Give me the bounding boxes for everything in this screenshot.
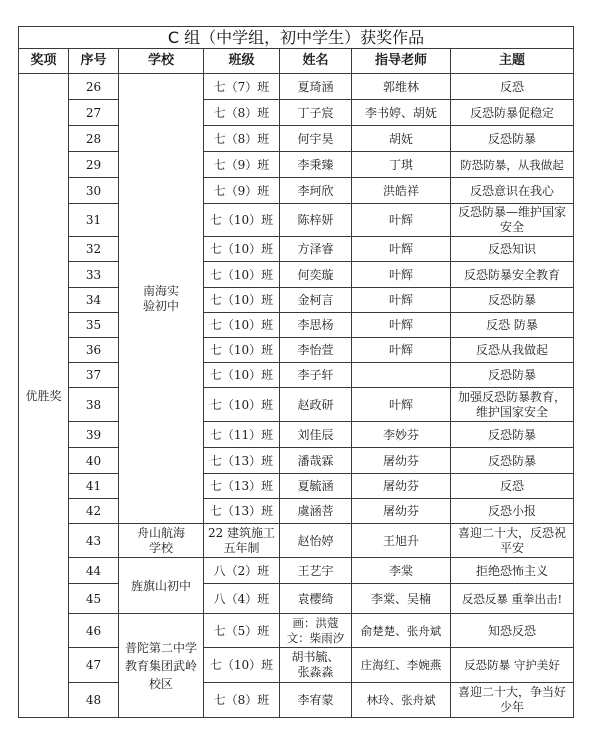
table-row: [19, 558, 574, 584]
class-cell: 七（10）班: [204, 204, 280, 237]
student-name: 陈梓妍: [280, 204, 352, 237]
theme-cell: 喜迎二十大，反恐祝平安: [451, 524, 574, 558]
teacher-cell: 胡妩: [352, 126, 451, 152]
teacher-cell: 屠幼芬: [352, 474, 451, 499]
table-row: [19, 614, 574, 648]
table-row: [19, 648, 574, 683]
theme-cell: 反恐防暴: [451, 126, 574, 152]
theme-cell: 反恐防暴: [451, 448, 574, 474]
row-number: 28: [69, 126, 119, 152]
teacher-cell: 李棠: [352, 558, 451, 584]
class-cell: 七（9）班: [204, 152, 280, 178]
student-name: 虞涵菩: [280, 499, 352, 524]
teacher-cell: [352, 363, 451, 388]
school-name: 舟山航海学校: [136, 525, 185, 555]
table-row: [19, 448, 574, 474]
theme-cell: 反恐防暴: [451, 363, 574, 388]
student-name: 方泽睿: [280, 237, 352, 262]
row-number: 36: [69, 338, 119, 363]
teacher-cell: 李妙芬: [352, 422, 451, 448]
table-row: [19, 262, 574, 288]
teacher-cell: 庄海红、李婉燕: [352, 648, 451, 683]
table-row: [19, 152, 574, 178]
row-number: 47: [69, 648, 119, 683]
student-name: 何奕璇: [280, 262, 352, 288]
student-name: [280, 614, 352, 648]
teacher-cell: 李棠、吴楠: [352, 584, 451, 614]
table-row: [19, 499, 574, 524]
student-name: 金柯言: [280, 288, 352, 313]
row-number: 33: [69, 262, 119, 288]
student-name: 袁樱绮: [280, 584, 352, 614]
table-row: [19, 313, 574, 338]
student-name: 夏琦涵: [280, 74, 352, 100]
table-row: [19, 74, 574, 100]
school-cell: [119, 614, 204, 718]
class-cell: 七（10）班: [204, 388, 280, 422]
teacher-cell: 洪皓祥: [352, 178, 451, 204]
row-number: 26: [69, 74, 119, 100]
header-row: [19, 49, 574, 74]
theme-cell: 反恐防暴: [451, 288, 574, 313]
row-number: 31: [69, 204, 119, 237]
teacher-cell: 郭维林: [352, 74, 451, 100]
theme-cell: 反恐: [451, 474, 574, 499]
theme-cell: 防恐防暴，从我做起: [451, 152, 574, 178]
theme-cell: 反恐 防暴: [451, 313, 574, 338]
row-number: 29: [69, 152, 119, 178]
school-cell: [119, 524, 204, 558]
class-cell: 七（10）班: [204, 313, 280, 338]
teacher-cell: 叶辉: [352, 388, 451, 422]
class-cell: 七（13）班: [204, 499, 280, 524]
theme-cell: 反恐意识在我心: [451, 178, 574, 204]
class-cell: 七（10）班: [204, 648, 280, 683]
class-cell: 22 建筑施工五年制: [204, 524, 280, 558]
student-name: 李子轩: [280, 363, 352, 388]
header-number: 序号: [69, 49, 119, 74]
teacher-cell: 叶辉: [352, 313, 451, 338]
student-name: 王艺宇: [280, 558, 352, 584]
class-cell: 八（4）班: [204, 584, 280, 614]
theme-cell: 拒绝恐怖主义: [451, 558, 574, 584]
table-row: [19, 204, 574, 237]
theme-cell: 反恐防暴 守护美好: [451, 648, 574, 683]
header-theme: 主题: [451, 49, 574, 74]
student-name: 何宇昊: [280, 126, 352, 152]
teacher-cell: 俞楚楚、张舟斌: [352, 614, 451, 648]
student-name-text: 胡书毓、张淼淼: [291, 650, 340, 679]
table-title: C 组（中学组，初中学生）获奖作品: [19, 27, 574, 49]
table-row: [19, 388, 574, 422]
student-name: 李珂欣: [280, 178, 352, 204]
teacher-cell: 叶辉: [352, 288, 451, 313]
title-row: [19, 27, 574, 49]
theme-cell: 反恐反暴 重拳出击!: [451, 584, 574, 614]
school-cell: 旌旗山初中: [119, 558, 204, 614]
row-number: 39: [69, 422, 119, 448]
table-row: [19, 237, 574, 262]
table-row: [19, 100, 574, 126]
award-level: 优胜奖: [19, 74, 69, 718]
row-number: 46: [69, 614, 119, 648]
student-name: 赵政研: [280, 388, 352, 422]
theme-cell: 反恐小报: [451, 499, 574, 524]
student-name: 赵怡婷: [280, 524, 352, 558]
table-row: [19, 683, 574, 718]
school-cell: [119, 74, 204, 524]
header-name: 姓名: [280, 49, 352, 74]
class-cell: 七（13）班: [204, 448, 280, 474]
theme-cell: 反恐从我做起: [451, 338, 574, 363]
school-name: 普陀第二中学教育集团武岭校区: [124, 640, 197, 691]
theme-cell: 反恐知识: [451, 237, 574, 262]
student-name-text: 画：洪蔻 文：柴雨汐: [286, 615, 345, 645]
teacher-cell: 林玲、张舟斌: [352, 683, 451, 718]
teacher-cell: 叶辉: [352, 237, 451, 262]
theme-cell: 知恐反恐: [451, 614, 574, 648]
table-row: [19, 584, 574, 614]
student-name: 李秉臻: [280, 152, 352, 178]
class-cell: 七（9）班: [204, 178, 280, 204]
row-number: 35: [69, 313, 119, 338]
student-name: 李思杨: [280, 313, 352, 338]
theme-cell: 反恐: [451, 74, 574, 100]
class-cell: 八（2）班: [204, 558, 280, 584]
student-name: 刘佳辰: [280, 422, 352, 448]
class-cell: 七（10）班: [204, 237, 280, 262]
school-name: 南海实验初中: [142, 283, 179, 313]
class-cell: 七（10）班: [204, 262, 280, 288]
row-number: 42: [69, 499, 119, 524]
student-name: [280, 648, 352, 683]
award-table: [18, 26, 574, 718]
table-row: [19, 338, 574, 363]
class-cell: 七（11）班: [204, 422, 280, 448]
teacher-cell: 叶辉: [352, 338, 451, 363]
teacher-cell: 丁琪: [352, 152, 451, 178]
table-row: [19, 363, 574, 388]
row-number: 45: [69, 584, 119, 614]
row-number: 30: [69, 178, 119, 204]
row-number: 48: [69, 683, 119, 718]
table-row: [19, 126, 574, 152]
row-number: 38: [69, 388, 119, 422]
header-school: 学校: [119, 49, 204, 74]
class-cell: 七（13）班: [204, 474, 280, 499]
award-list-sheet: [18, 26, 574, 718]
class-cell: 七（10）班: [204, 288, 280, 313]
teacher-cell: 叶辉: [352, 262, 451, 288]
student-name: 夏毓涵: [280, 474, 352, 499]
header-teacher: 指导老师: [352, 49, 451, 74]
row-number: 44: [69, 558, 119, 584]
table-row: [19, 524, 574, 558]
table-row: [19, 474, 574, 499]
teacher-cell: 王旭升: [352, 524, 451, 558]
class-cell: 七（10）班: [204, 338, 280, 363]
class-cell: 七（7）班: [204, 74, 280, 100]
teacher-cell: 叶辉: [352, 204, 451, 237]
theme-cell: 反恐防暴—维护国家安全: [451, 204, 574, 237]
table-row: [19, 178, 574, 204]
teacher-cell: 屠幼芬: [352, 499, 451, 524]
class-cell: 七（8）班: [204, 683, 280, 718]
row-number: 34: [69, 288, 119, 313]
student-name: 潘哉霖: [280, 448, 352, 474]
theme-cell: 喜迎二十大，争当好少年: [451, 683, 574, 718]
row-number: 43: [69, 524, 119, 558]
theme-cell: 加强反恐防暴教育，维护国家安全: [451, 388, 574, 422]
class-cell: 七（8）班: [204, 100, 280, 126]
class-cell: 七（8）班: [204, 126, 280, 152]
table-row: [19, 288, 574, 313]
class-cell: 七（5）班: [204, 614, 280, 648]
student-name: 丁子宸: [280, 100, 352, 126]
theme-cell: 反恐防暴促稳定: [451, 100, 574, 126]
student-name: 李宥蒙: [280, 683, 352, 718]
teacher-cell: 屠幼芬: [352, 448, 451, 474]
header-class: 班级: [204, 49, 280, 74]
header-award: 奖项: [19, 49, 69, 74]
theme-cell: 反恐防暴安全教育: [451, 262, 574, 288]
row-number: 27: [69, 100, 119, 126]
theme-cell: 反恐防暴: [451, 422, 574, 448]
row-number: 37: [69, 363, 119, 388]
row-number: 41: [69, 474, 119, 499]
class-cell: 七（10）班: [204, 363, 280, 388]
table-row: [19, 422, 574, 448]
row-number: 32: [69, 237, 119, 262]
row-number: 40: [69, 448, 119, 474]
student-name: 李怡萱: [280, 338, 352, 363]
teacher-cell: 李书婷、胡妩: [352, 100, 451, 126]
